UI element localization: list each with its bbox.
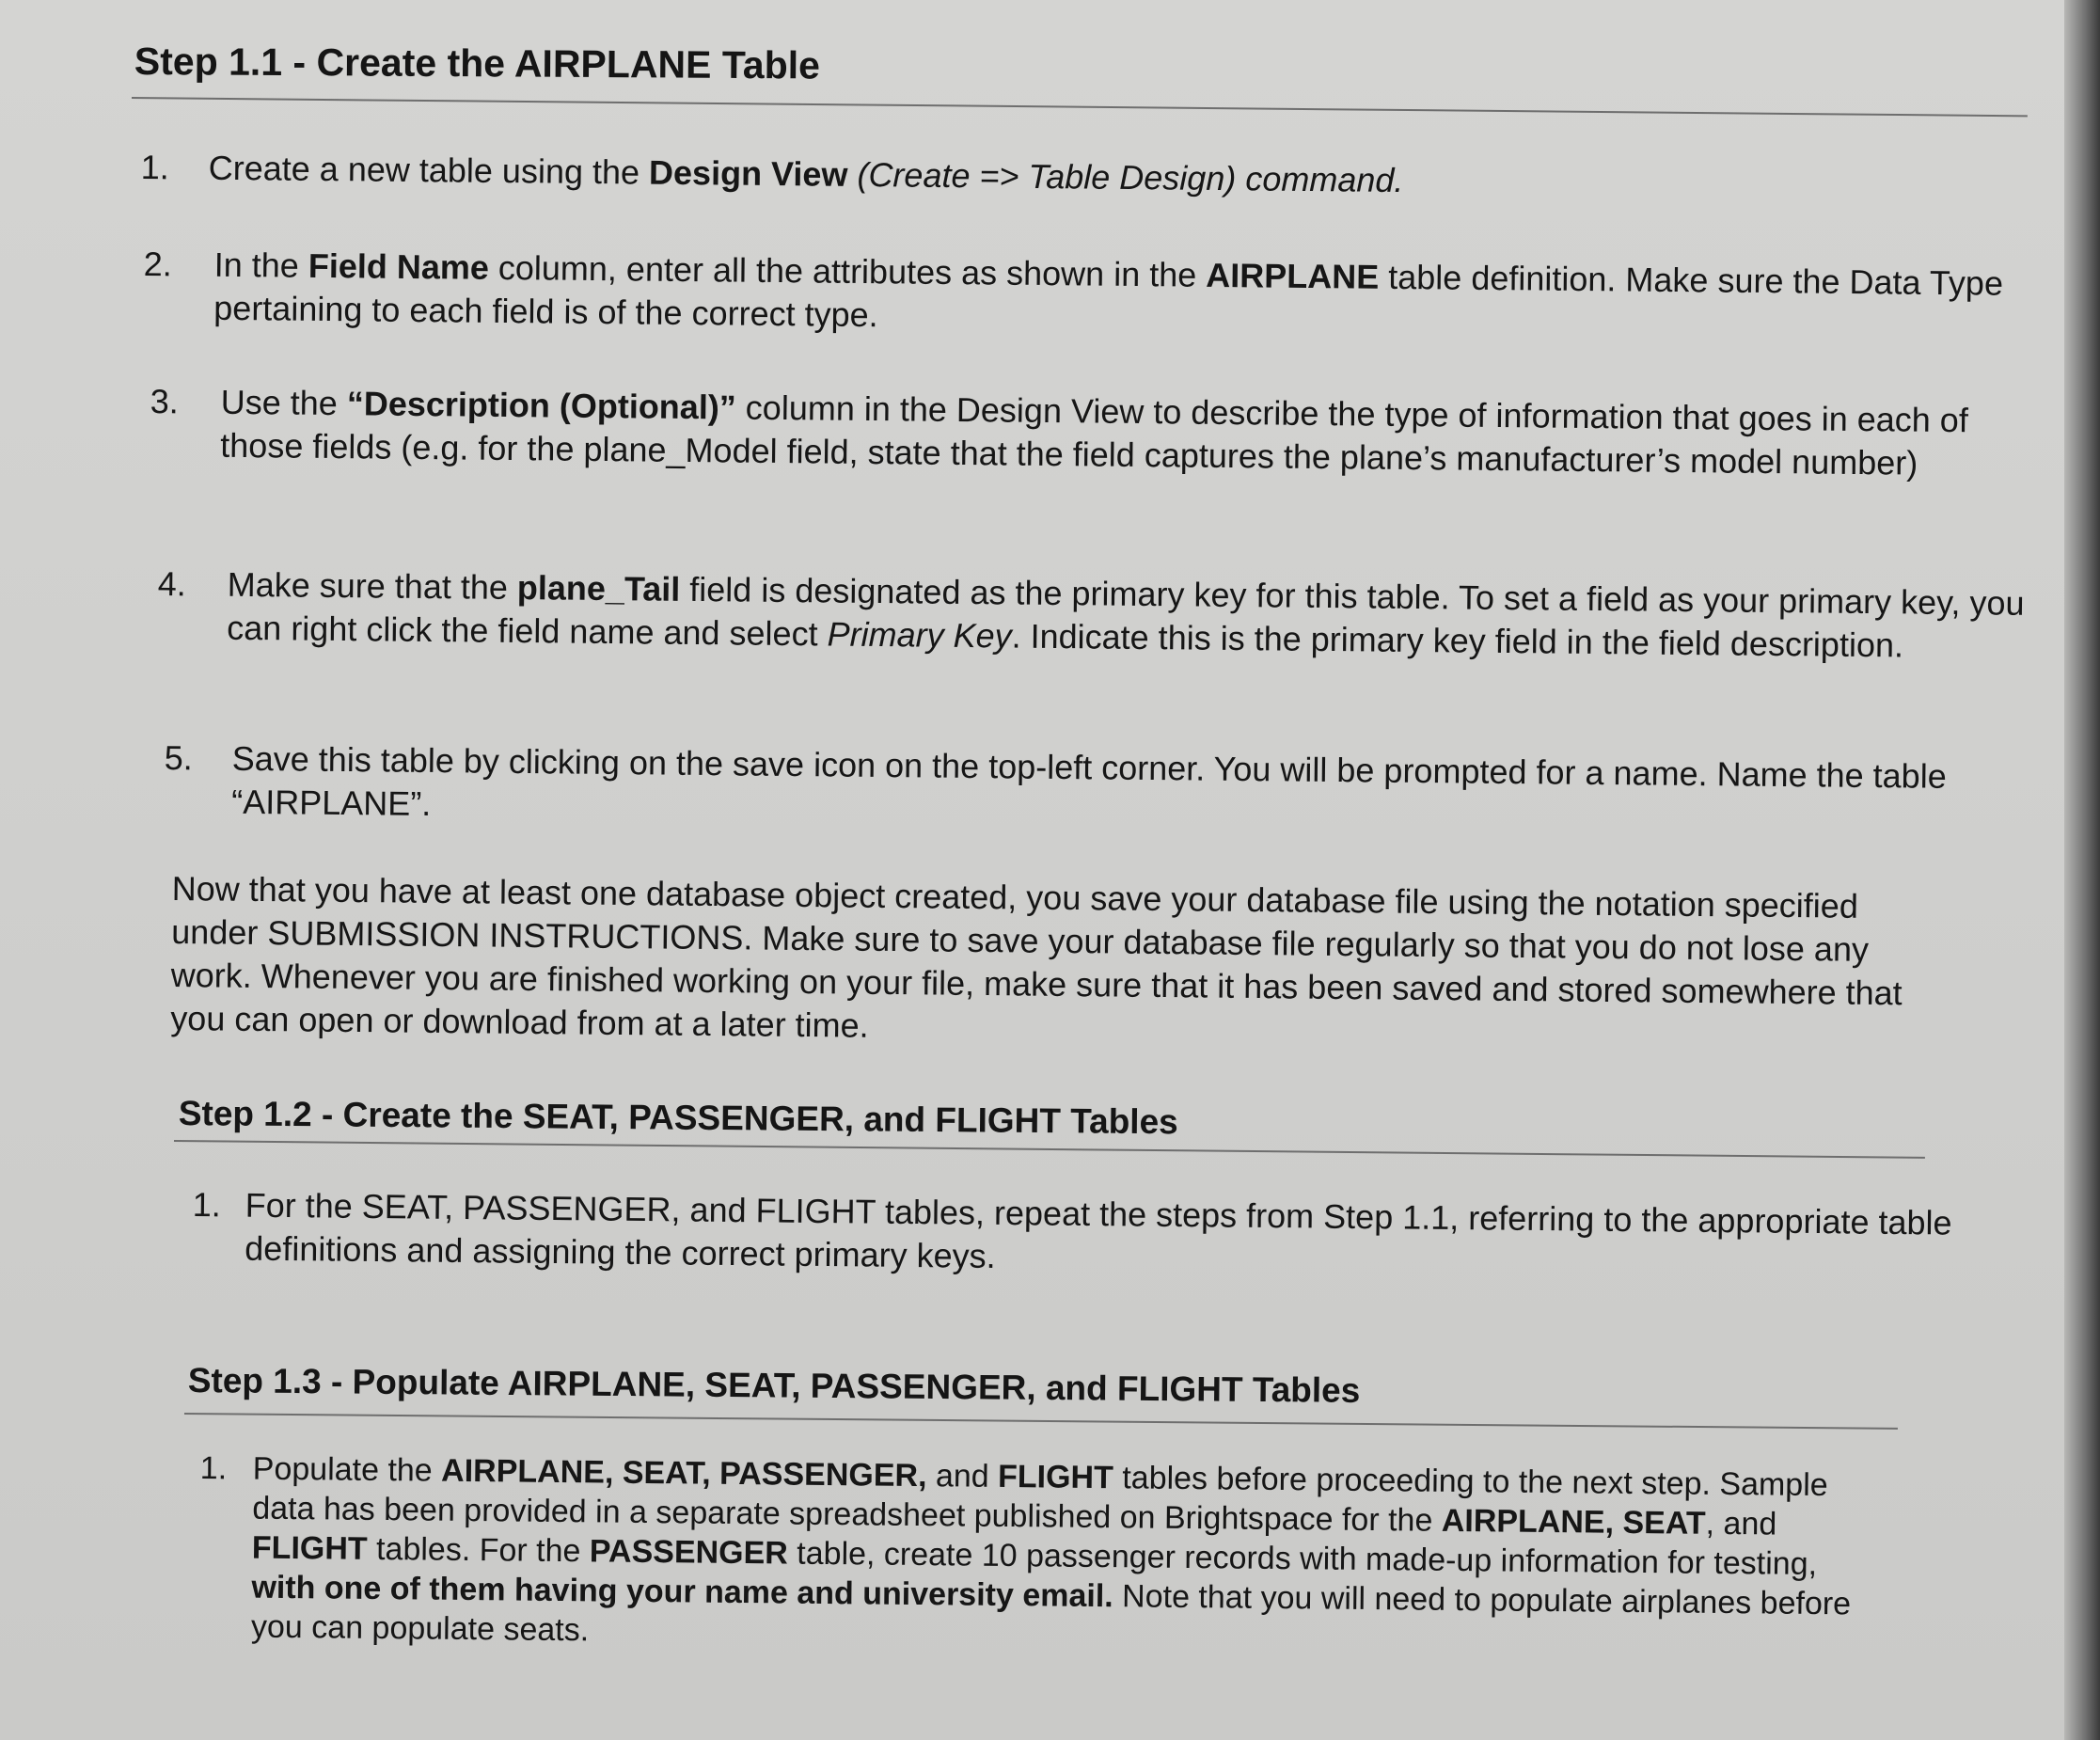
list-number: 1. bbox=[192, 1184, 222, 1225]
item-text: Save this table by clicking on the save icon on the top-left corner. You will be prompted for a name. Name the table “AIRPLANE”. bbox=[231, 738, 1947, 823]
list-item bbox=[150, 380, 2060, 482]
list-item bbox=[140, 146, 2060, 200]
step-1-1-rule bbox=[132, 97, 2028, 117]
item-text: Note that you will need to populate airplanes before you can populate seats. bbox=[250, 1578, 1852, 1649]
item-text: . Indicate this is the primary key field in the field description. bbox=[1011, 616, 1904, 665]
list-number: 1. bbox=[140, 147, 170, 187]
list-number: 2. bbox=[143, 244, 173, 284]
item-bold-text: Field Name bbox=[308, 245, 490, 287]
item-text: and bbox=[926, 1458, 999, 1495]
screen-edge bbox=[2064, 0, 2100, 1740]
step-1-2-rule bbox=[174, 1140, 1925, 1159]
item-text: In the bbox=[213, 245, 309, 285]
item-bold-text: with one of them having your name and university email. bbox=[251, 1569, 1113, 1615]
item-text: Use the bbox=[220, 382, 348, 423]
item-text: field is designated as the primary key for this table. To set a field as your primary key, you can right click the field name and select bbox=[227, 569, 2025, 654]
item-text: table, create 10 passenger records with made-up information for testing, bbox=[787, 1535, 1818, 1583]
item-italic-text: (Create => Table Design) command. bbox=[847, 154, 1404, 200]
item-text: tables before proceeding to the next step. Sample data has been provided in a separate spreadsheet published on Brightspace for the bbox=[252, 1460, 1828, 1539]
item-bold-text: plane_Tail bbox=[516, 568, 681, 609]
item-text: Create a new table using the bbox=[208, 148, 650, 192]
item-bold-text: AIRPLANE, SEAT bbox=[1441, 1502, 1706, 1542]
item-bold-text: AIRPLANE bbox=[1206, 255, 1380, 296]
item-bold-text: FLIGHT bbox=[251, 1529, 368, 1567]
list-item bbox=[143, 243, 2034, 335]
item-bold-text: PASSENGER bbox=[589, 1533, 789, 1572]
item-text: tables. For the bbox=[367, 1530, 591, 1570]
list-item bbox=[164, 736, 2036, 823]
item-bold-text: “Description (Optional)” bbox=[346, 384, 737, 427]
item-text: Make sure that the bbox=[227, 564, 518, 607]
save-note-paragraph: Now that you have at least one database object created, you save your database file using the notation specified under SUBMISSION INSTRUCTIONS. Make sure to save your database file regularly so that you do not lose any work. Whenever you are finished working on your file, make sure that it has been saved and stored somewhere that you can open or download from at a later time. bbox=[170, 868, 1903, 1045]
item-text: For the SEAT, PASSENGER, and FLIGHT tables, repeat the steps from Step 1.1, referring to the appropriate table definitions and assigning the correct primary keys. bbox=[245, 1185, 1952, 1275]
step-1-1-heading: Step 1.1 - Create the AIRPLANE Table bbox=[134, 40, 821, 87]
list-number: 1. bbox=[199, 1449, 228, 1487]
list-number: 3. bbox=[150, 381, 180, 421]
item-text: table definition. Make sure the Data Type pertaining to each field is of the correct type. bbox=[213, 257, 2004, 335]
list-number: 4. bbox=[157, 563, 187, 604]
item-text: column, enter all the attributes as shown in the bbox=[488, 247, 1207, 294]
item-italic-text: Primary Key bbox=[827, 614, 1012, 656]
step-1-3-rule bbox=[184, 1413, 1898, 1430]
list-number: 5. bbox=[164, 737, 194, 778]
item-bold-text: Design View bbox=[648, 152, 848, 194]
list-item bbox=[157, 562, 2029, 665]
list-item bbox=[199, 1448, 1921, 1649]
item-text: Populate the bbox=[252, 1450, 442, 1489]
item-text: , and bbox=[1705, 1505, 1777, 1542]
item-text: column in the Design View to describe the type of information that goes in each of those fields (e.g. for the plane_Model field, state that the field captures the plane’s manufacturer’s model number) bbox=[220, 388, 1969, 482]
item-bold-text: AIRPLANE, SEAT, PASSENGER, bbox=[440, 1452, 927, 1495]
step-1-2-heading: Step 1.2 - Create the SEAT, PASSENGER, and FLIGHT Tables bbox=[178, 1094, 1178, 1142]
list-item bbox=[192, 1183, 1980, 1275]
step-1-3-heading: Step 1.3 - Populate AIRPLANE, SEAT, PASSENGER, and FLIGHT Tables bbox=[187, 1361, 1361, 1410]
item-bold-text: FLIGHT bbox=[997, 1458, 1114, 1496]
